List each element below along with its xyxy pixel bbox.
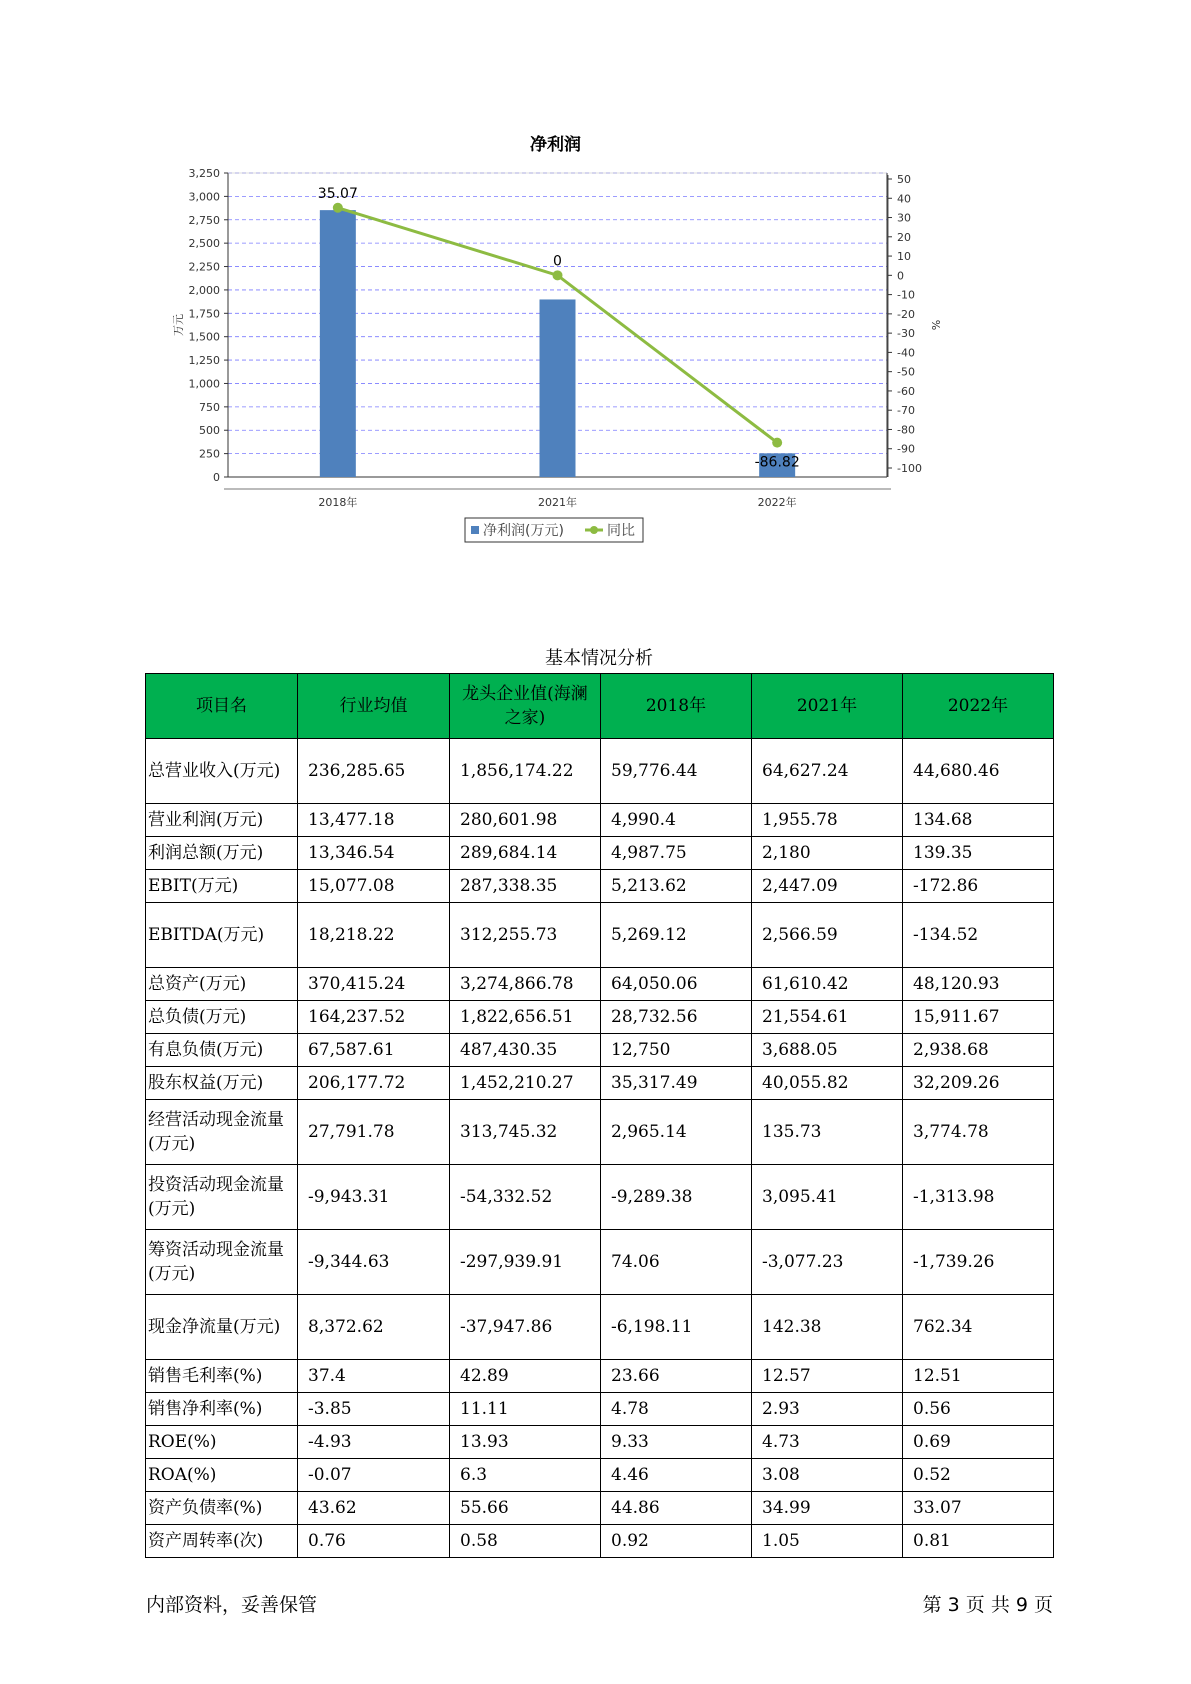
table-cell: -1,313.98: [903, 1165, 1054, 1230]
table-cell: 8,372.62: [298, 1295, 450, 1360]
table-cell: 18,218.22: [298, 903, 450, 968]
table-cell: -0.07: [298, 1459, 450, 1492]
table-row: [146, 1034, 1054, 1067]
y-tick-label: 0: [213, 471, 220, 484]
data-label-yoy: 0: [553, 253, 562, 270]
column-header: 项目名: [146, 674, 298, 739]
table-cell: 142.38: [752, 1295, 903, 1360]
y-tick-label: 750: [199, 400, 220, 414]
y-tick-label: 1,000: [188, 377, 220, 391]
table-cell: 3.08: [752, 1459, 903, 1492]
table-cell: 34.99: [752, 1492, 903, 1525]
y2-tick-label: -20: [897, 307, 915, 321]
table-cell: 13,346.54: [298, 837, 450, 870]
table-cell: 3,095.41: [752, 1165, 903, 1230]
legend-line-marker: [590, 526, 598, 534]
y2-tick-label: -70: [897, 404, 915, 418]
table-cell: 44,680.46: [903, 739, 1054, 804]
table-cell: 32,209.26: [903, 1067, 1054, 1100]
table-row: [146, 1393, 1054, 1426]
table-cell: 4.46: [601, 1459, 752, 1492]
table-row: [146, 870, 1054, 903]
y-tick-label: 2,250: [188, 260, 220, 274]
table-cell: 135.73: [752, 1100, 903, 1165]
table-cell: -3,077.23: [752, 1230, 903, 1295]
y2-tick-label: 20: [897, 230, 911, 244]
table-cell: 9.33: [601, 1426, 752, 1459]
y2-tick-label: -30: [897, 327, 915, 341]
row-label: EBITDA(万元): [146, 903, 298, 968]
table-cell: -54,332.52: [450, 1165, 601, 1230]
table-cell: 0.92: [601, 1525, 752, 1558]
table-cell: 4.78: [601, 1393, 752, 1426]
y2-tick-label: 40: [897, 192, 911, 206]
table-row: [146, 1426, 1054, 1459]
table-cell: 236,285.65: [298, 739, 450, 804]
table-cell: 15,077.08: [298, 870, 450, 903]
table-row: [146, 1100, 1054, 1165]
table-cell: 35,317.49: [601, 1067, 752, 1100]
table-cell: 37.4: [298, 1360, 450, 1393]
table-cell: 370,415.24: [298, 968, 450, 1001]
table-row: [146, 1525, 1054, 1558]
y2-tick-label: -90: [897, 442, 915, 456]
table-cell: 0.69: [903, 1426, 1054, 1459]
table-cell: 3,688.05: [752, 1034, 903, 1067]
table-cell: 64,627.24: [752, 739, 903, 804]
column-header: 行业均值: [298, 674, 450, 739]
table-cell: 43.62: [298, 1492, 450, 1525]
table-row: [146, 739, 1054, 804]
row-label: 营业利润(万元): [146, 804, 298, 837]
table-cell: 487,430.35: [450, 1034, 601, 1067]
data-label-yoy: -86.82: [754, 454, 800, 471]
row-label: 销售净利率(%): [146, 1393, 298, 1426]
table-cell: 313,745.32: [450, 1100, 601, 1165]
table-cell: -172.86: [903, 870, 1054, 903]
table-cell: 3,774.78: [903, 1100, 1054, 1165]
table-cell: 5,213.62: [601, 870, 752, 903]
y-tick-label: 1,750: [188, 307, 220, 321]
table-cell: 67,587.61: [298, 1034, 450, 1067]
y-tick-label: 1,250: [188, 354, 220, 368]
row-label: 总负债(万元): [146, 1001, 298, 1034]
table-cell: 40,055.82: [752, 1067, 903, 1100]
chart-title: 净利润: [530, 135, 581, 155]
y2-tick-label: 10: [897, 250, 911, 264]
table-row: [146, 1230, 1054, 1295]
column-header: 2022年: [903, 674, 1054, 739]
table-cell: 27,791.78: [298, 1100, 450, 1165]
table-cell: 0.81: [903, 1525, 1054, 1558]
footer-confidential-note: 内部资料，妥善保管: [146, 1594, 318, 1616]
table-cell: 3,274,866.78: [450, 968, 601, 1001]
table-cell: 44.86: [601, 1492, 752, 1525]
column-header: 2018年: [601, 674, 752, 739]
table-cell: 0.56: [903, 1393, 1054, 1426]
x-tick-label: 2022年: [757, 496, 797, 509]
point-yoy: [333, 203, 343, 213]
table-cell: 0.58: [450, 1525, 601, 1558]
bar-net-profit: [540, 299, 576, 477]
y-tick-label: 2,750: [188, 213, 220, 227]
table-cell: 2,566.59: [752, 903, 903, 968]
y-tick-label: 3,250: [188, 167, 220, 180]
table-cell: 280,601.98: [450, 804, 601, 837]
table-row: [146, 1295, 1054, 1360]
table-cell: 1,822,656.51: [450, 1001, 601, 1034]
point-yoy: [553, 270, 563, 280]
y-axis-title: 万元: [172, 314, 185, 336]
table-cell: 2,965.14: [601, 1100, 752, 1165]
table-cell: 206,177.72: [298, 1067, 450, 1100]
y2-tick-label: -60: [897, 384, 915, 398]
footer-page-number: 第 3 页 共 9 页: [922, 1594, 1053, 1616]
table-cell: 74.06: [601, 1230, 752, 1295]
row-label: 经营活动现金流量(万元): [146, 1100, 298, 1165]
y-tick-label: 250: [199, 447, 220, 461]
table-cell: 12,750: [601, 1034, 752, 1067]
table-cell: 48,120.93: [903, 968, 1054, 1001]
y-tick-label: 3,000: [188, 190, 220, 204]
table-cell: 11.11: [450, 1393, 601, 1426]
row-label: ROA(%): [146, 1459, 298, 1492]
table-cell: 12.57: [752, 1360, 903, 1393]
table-cell: 21,554.61: [752, 1001, 903, 1034]
y-tick-label: 2,500: [188, 237, 220, 251]
table-cell: 6.3: [450, 1459, 601, 1492]
y2-tick-label: -80: [897, 423, 915, 437]
table-cell: 164,237.52: [298, 1001, 450, 1034]
net-profit-chart: [140, 130, 1040, 600]
y2-axis-title: %: [929, 319, 942, 331]
table-cell: 1,452,210.27: [450, 1067, 601, 1100]
row-label: 有息负债(万元): [146, 1034, 298, 1067]
table-row: [146, 1067, 1054, 1100]
column-header: 龙头企业值(海澜之家): [450, 674, 601, 739]
table-cell: 312,255.73: [450, 903, 601, 968]
column-header: 2021年: [752, 674, 903, 739]
row-label: ROE(%): [146, 1426, 298, 1459]
y2-tick-label: 50: [897, 173, 911, 186]
x-tick-label: 2018年: [318, 496, 358, 509]
y2-tick-label: -40: [897, 346, 915, 360]
table-cell: 2,447.09: [752, 870, 903, 903]
row-label: EBIT(万元): [146, 870, 298, 903]
table-cell: 12.51: [903, 1360, 1054, 1393]
table-cell: -9,943.31: [298, 1165, 450, 1230]
table-cell: 42.89: [450, 1360, 601, 1393]
table-cell: 23.66: [601, 1360, 752, 1393]
table-cell: 1,856,174.22: [450, 739, 601, 804]
table-row: [146, 1001, 1054, 1034]
row-label: 资产周转率(次): [146, 1525, 298, 1558]
row-label: 销售毛利率(%): [146, 1360, 298, 1393]
y2-tick-label: 30: [897, 211, 911, 225]
table-cell: 762.34: [903, 1295, 1054, 1360]
table-row: [146, 903, 1054, 968]
table-cell: -6,198.11: [601, 1295, 752, 1360]
table-cell: 15,911.67: [903, 1001, 1054, 1034]
row-label: 股东权益(万元): [146, 1067, 298, 1100]
table-cell: 2.93: [752, 1393, 903, 1426]
table-cell: -9,289.38: [601, 1165, 752, 1230]
table-row: [146, 804, 1054, 837]
table-cell: 4,987.75: [601, 837, 752, 870]
table-cell: 1,955.78: [752, 804, 903, 837]
table-cell: 2,938.68: [903, 1034, 1054, 1067]
y-tick-label: 500: [199, 424, 220, 438]
table-cell: 4,990.4: [601, 804, 752, 837]
table-cell: 28,732.56: [601, 1001, 752, 1034]
table-cell: -134.52: [903, 903, 1054, 968]
table-cell: 0.52: [903, 1459, 1054, 1492]
y2-tick-label: -100: [897, 462, 922, 475]
table-cell: -1,739.26: [903, 1230, 1054, 1295]
table-cell: -297,939.91: [450, 1230, 601, 1295]
table-row: [146, 968, 1054, 1001]
table-cell: 287,338.35: [450, 870, 601, 903]
table-cell: 0.76: [298, 1525, 450, 1558]
y2-tick-label: 0: [897, 269, 904, 283]
table-cell: 4.73: [752, 1426, 903, 1459]
table-cell: 289,684.14: [450, 837, 601, 870]
legend-bar-label: 净利润(万元): [483, 523, 564, 539]
y2-tick-label: -50: [897, 365, 915, 379]
table-header-row: [146, 674, 1054, 739]
table-row: [146, 1492, 1054, 1525]
legend-bar-swatch: [471, 526, 479, 534]
table-row: [146, 1360, 1054, 1393]
table-cell: 59,776.44: [601, 739, 752, 804]
point-yoy: [772, 438, 782, 448]
table-cell: 2,180: [752, 837, 903, 870]
y-tick-label: 1,500: [188, 330, 220, 344]
row-label: 现金净流量(万元): [146, 1295, 298, 1360]
table-cell: 134.68: [903, 804, 1054, 837]
row-label: 总资产(万元): [146, 968, 298, 1001]
table-row: [146, 1165, 1054, 1230]
row-label: 总营业收入(万元): [146, 739, 298, 804]
bar-net-profit: [320, 210, 356, 477]
row-label: 筹资活动现金流量(万元): [146, 1230, 298, 1295]
table-cell: -37,947.86: [450, 1295, 601, 1360]
analysis-table: [145, 673, 1054, 1558]
table-cell: 33.07: [903, 1492, 1054, 1525]
table-cell: 64,050.06: [601, 968, 752, 1001]
table-cell: -4.93: [298, 1426, 450, 1459]
y-tick-label: 2,000: [188, 283, 220, 297]
legend-line-label: 同比: [607, 523, 635, 539]
table-cell: -3.85: [298, 1393, 450, 1426]
table-cell: 1.05: [752, 1525, 903, 1558]
table-row: [146, 837, 1054, 870]
table-cell: 13.93: [450, 1426, 601, 1459]
row-label: 资产负债率(%): [146, 1492, 298, 1525]
row-label: 投资活动现金流量(万元): [146, 1165, 298, 1230]
row-label: 利润总额(万元): [146, 837, 298, 870]
table-caption: 基本情况分析: [545, 648, 653, 669]
table-cell: 139.35: [903, 837, 1054, 870]
table-cell: 55.66: [450, 1492, 601, 1525]
table-cell: 5,269.12: [601, 903, 752, 968]
table-row: [146, 1459, 1054, 1492]
data-label-yoy: 35.07: [317, 185, 358, 202]
table-cell: -9,344.63: [298, 1230, 450, 1295]
y2-tick-label: -10: [897, 288, 915, 302]
table-cell: 61,610.42: [752, 968, 903, 1001]
table-cell: 13,477.18: [298, 804, 450, 837]
x-tick-label: 2021年: [538, 496, 577, 509]
